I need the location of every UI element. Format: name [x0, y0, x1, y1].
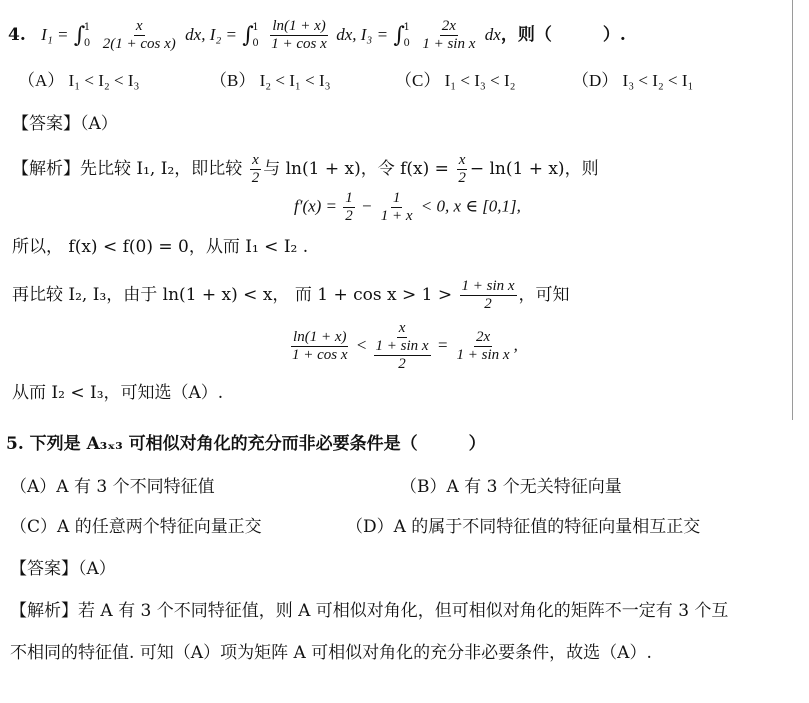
answer-label: 【答案】 — [12, 114, 80, 134]
q4-i2-label: dx, I₂ = — [185, 25, 237, 44]
q4-dx: dx — [484, 25, 501, 44]
page-edge-rule — [792, 0, 793, 420]
sin-half-fraction: $\frac{\text{1 + sin x}}{2}$ — [461, 278, 515, 312]
q4-stem — [8, 18, 626, 53]
q5-option-c: （C）A 的任意两个特征向量正交 — [10, 517, 262, 537]
answer-value: （A） — [80, 114, 118, 134]
nested-fraction: x 1 + sin x 2 — [375, 320, 429, 372]
q5-analysis-line-1: 【解析】若 A 有 3 个不同特征值，则 A 可相似对角化，但可相似对角化的矩阵不一定有 3 个互 — [10, 601, 729, 621]
q4-conclusion: 从而 I₂ < I₃，可知选（A）. — [12, 383, 224, 403]
q4-answer — [12, 113, 118, 135]
q4-option-d: （D） I₃ < I₂ < I₁ — [572, 71, 694, 90]
q4-tail: ，则（ ）. — [500, 25, 626, 45]
q4-i3-fraction: $\frac{2x}{\text{1 + sin x}}$ — [422, 18, 476, 52]
reciprocal-fraction: $\frac{1}{1 + x}$ — [380, 190, 413, 224]
integral-sign-icon: ∫ 1 0 — [73, 21, 91, 49]
q4-i1-label: I₁ = — [41, 25, 69, 44]
q5-analysis-line-2: 不相同的特征值. 可知（A）项为矩阵 A 可相似对角化的充分非必要条件，故选（A）. — [10, 643, 652, 663]
half-fraction: $\frac{1}{2}$ — [345, 190, 353, 224]
q4-number: 4. — [8, 25, 26, 45]
q5-option-d: （D）A 的属于不同特征值的特征向量相互正交 — [346, 517, 701, 537]
q4-analysis-line-1: 【解析】先比较 I₁, I₂，即比较 $\frac{x}{2}$ 与 ln(1 + x)，令 f(x) = $\frac{x}{2}$ − ln(1 + x)，则 — [12, 152, 599, 186]
answer-value: （A） — [78, 559, 116, 579]
ln-over-cos-fraction: $\frac{\ln(1 + x)}{\text{1 + cos x}}$ — [292, 329, 348, 363]
q4-i1-fraction: $\frac{x}{\text{2(1 + cos x)}}$ — [102, 18, 176, 52]
q4-i2-fraction: $\frac{\ln(1 + x)}{\text{1 + cos x}}$ — [271, 18, 327, 52]
q4-derivative-formula: f′(x) = $\frac{1}{2}$ − $\frac{1}{1 + x}$ < 0, x ∈ [0,1], — [294, 190, 521, 224]
q5-answer — [10, 558, 116, 580]
q4-so-line: 所以， f(x) < f(0) = 0，从而 I₁ < I₂ . — [12, 237, 309, 257]
q4-option-c: （C） I₁ < I₃ < I₂ — [395, 71, 516, 90]
q5-stem: 5. 下列是 A₃ₓ₃ 可相似对角化的充分而非必要条件是（ ） — [6, 434, 486, 454]
x-over-2-fraction: $\frac{x}{2}$ — [251, 152, 260, 186]
q4-compare-line: 再比较 I₂, I₃，由于 ln(1 + x) < x， 而 1 + cos x > 1 > $\frac{\text{1 + sin x}}{2}$ ，可知 — [12, 278, 570, 312]
q4-option-b: （B） I₂ < I₁ < I₃ — [210, 71, 331, 90]
integral-sign-icon: ∫ 1 0 — [393, 21, 410, 49]
q5-option-b: （B）A 有 3 个无关特征向量 — [400, 477, 622, 497]
q4-option-a: （A） I₁ < I₂ < I₃ — [18, 71, 140, 90]
q4-inequality-formula: $\frac{\ln(1 + x)}{\text{1 + cos x}}$ < x 1 + sin x 2 = $\frac{2x}{\text{1 + sin x}}$ , — [292, 320, 518, 372]
analysis-label: 【解析】 — [10, 601, 78, 621]
q4-i3-label: dx, I₃ = — [336, 25, 389, 44]
analysis-label: 【解析】 — [12, 159, 80, 179]
q5-option-a: （A）A 有 3 个不同特征值 — [10, 477, 215, 497]
answer-label: 【答案】 — [10, 559, 78, 579]
integral-sign-icon: ∫ 1 0 — [242, 21, 259, 49]
x-over-2-fraction: $\frac{x}{2}$ — [458, 152, 466, 186]
twox-over-sin-fraction: $\frac{2x}{\text{1 + sin x}}$ — [456, 329, 510, 363]
